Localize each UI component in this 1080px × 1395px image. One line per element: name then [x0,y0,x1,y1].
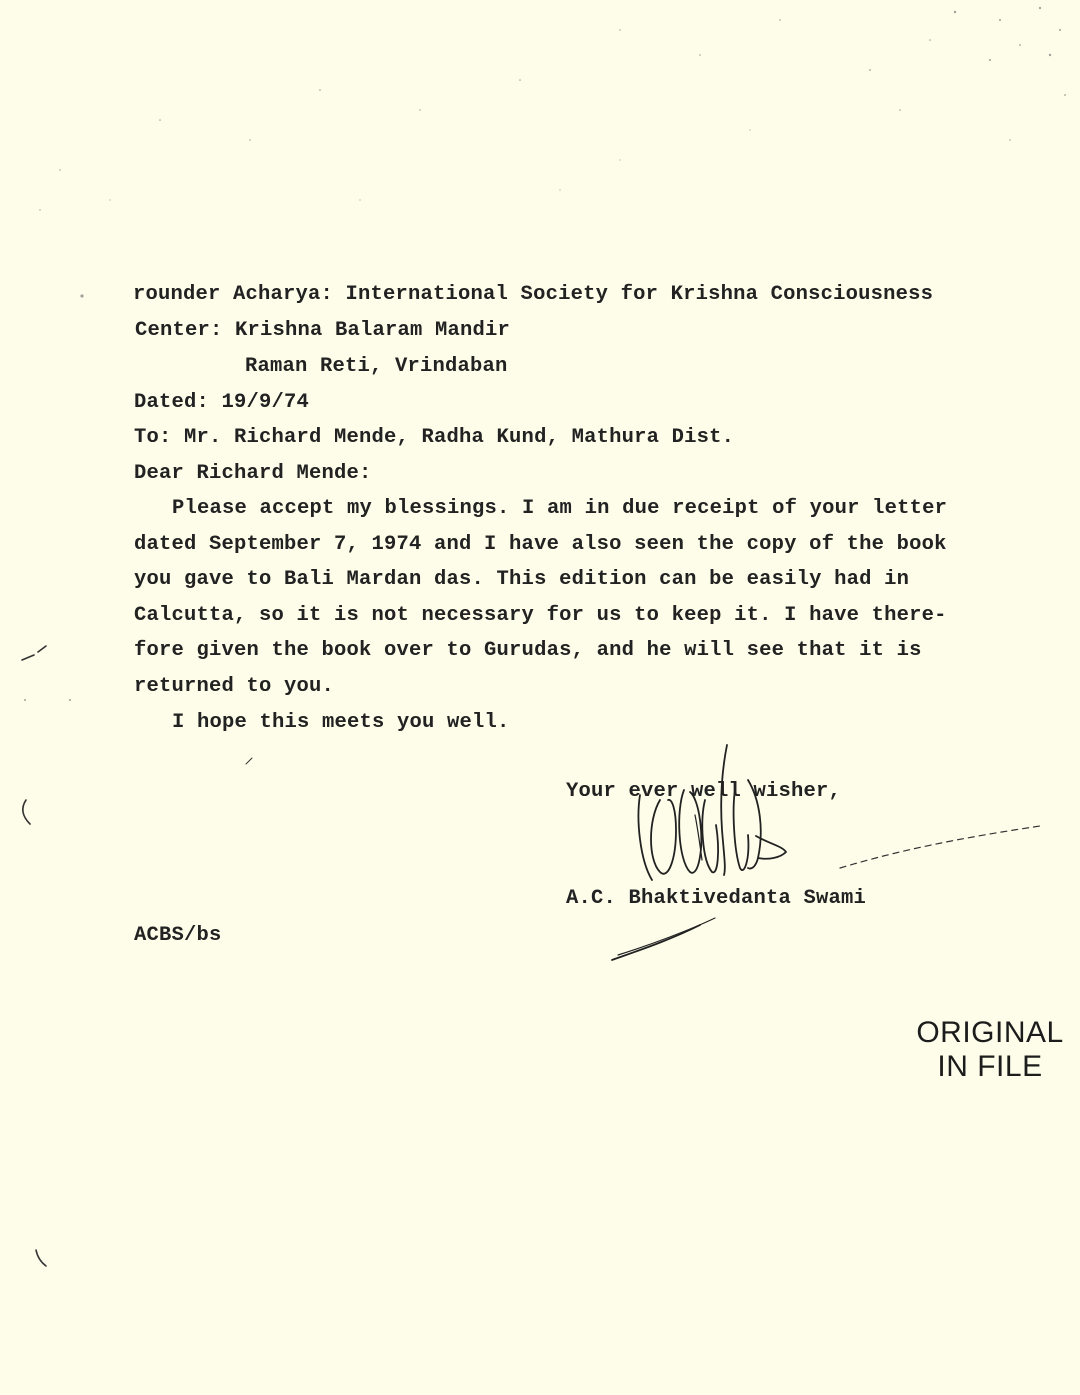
body-line: Please accept my blessings. I am in due receipt of your letter [172,497,948,520]
stamp-line-1: ORIGINAL [916,1016,1064,1049]
stamp-line-2: IN FILE [937,1050,1043,1083]
body-line: returned to you. [134,675,335,698]
body-line: dated September 7, 1974 and I have also seen the copy of the book [134,533,947,556]
date-line: Dated: 19/9/74 [134,391,310,414]
original-in-file-stamp [905,1016,1075,1084]
recipient-line: To: Mr. Richard Mende, Radha Kund, Mathura Dist. [134,426,735,449]
signature-name: A.C. Bhaktivedanta Swami [566,887,867,910]
closing-line: Your ever well wisher, [566,780,842,803]
letterhead-center-line: Center: Krishna Balaram Mandir [135,319,511,342]
body-line: Calcutta, so it is not necessary for us to keep it. I have there- [134,604,947,627]
body-line: you gave to Bali Mardan das. This edition can be easily had in [134,568,910,591]
letterhead-address-line: Raman Reti, Vrindaban [245,355,508,378]
letterhead-founder-line: rounder Acharya: International Society for Krishna Consciousness [133,283,934,306]
reference-initials: ACBS/bs [134,924,222,947]
salutation: Dear Richard Mende: [134,462,372,485]
body-line: I hope this meets you well. [172,711,510,734]
body-line: fore given the book over to Gurudas, and he will see that it is [134,639,922,662]
